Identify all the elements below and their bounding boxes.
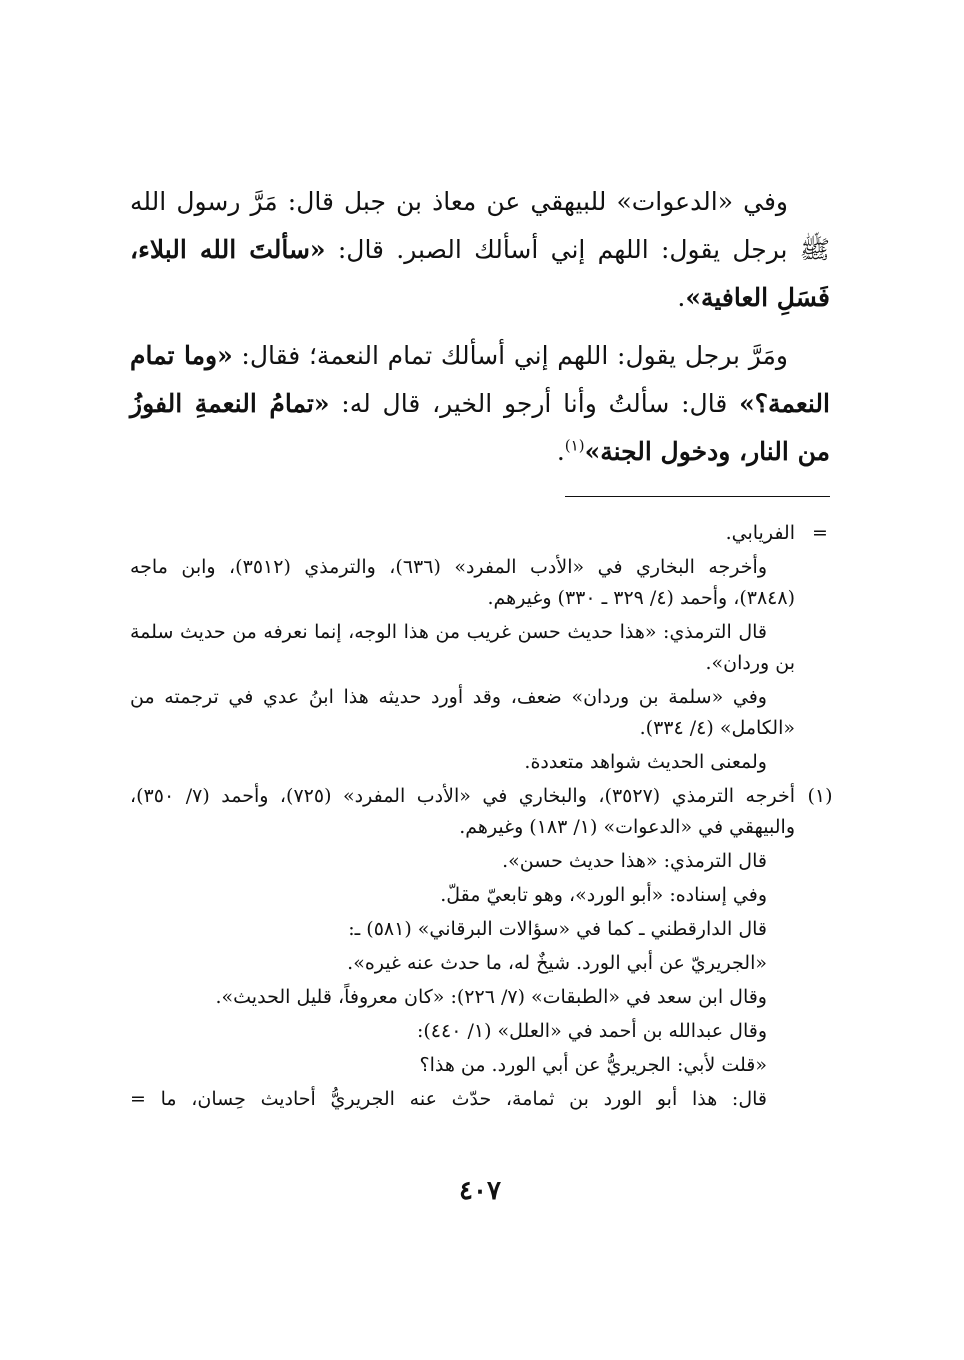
footnote-line: الفريابي. bbox=[725, 522, 795, 544]
footnote-separator bbox=[565, 496, 830, 497]
footnote-body bbox=[130, 518, 795, 781]
continuation-mark: = bbox=[812, 522, 828, 544]
footnote-paragraph: أخرجه الترمذي (٣٥٢٧)، والبخاري في «الأدب المفرد» (٧٢٥)، وأحمد (٧/ ٣٥٠)، والبيهقي في «الدعوات» (١/ ١٨٣) وغيرهم. bbox=[130, 785, 795, 838]
footnote-paragraph: «الجريريّ عن أبي الورد. شيخٌ له، ما حدث عنه غيره». bbox=[347, 952, 767, 974]
footnote-paragraph: وفي إسناده: «أبو الورد»، وهو تابعيّ مقلّ. bbox=[440, 884, 767, 906]
punctuation: . bbox=[556, 437, 565, 466]
footnote-paragraph: ولمعنى الحديث شواهد متعددة. bbox=[524, 751, 767, 773]
footnote-marker: (١) bbox=[564, 436, 585, 455]
footnote-paragraph: وقال ابن سعد في «الطبقات» (٧/ ٢٢٦): «كان معروفاً، قليل الحديث». bbox=[215, 986, 767, 1008]
footnote-body bbox=[130, 781, 795, 1118]
narration-text: ومَرَّ برجل يقول: اللهم إني أسألك تمام النعمة؛ فقال: bbox=[232, 341, 788, 370]
footnote-paragraph: وفي «سلمة بن وردان» ضعف، وقد أورد حديثه هذا ابنُ عدي في ترجمته من «الكامل» (٤/ ٣٣٤). bbox=[130, 686, 795, 739]
footnotes bbox=[130, 518, 845, 1118]
footnote-paragraph: «قلت لأبي: الجريريُّ عن أبي الورد. من هذا؟ bbox=[419, 1054, 767, 1076]
footnote-paragraph: قال الدارقطني ـ كما في «سؤالات البرقاني» (٥٨١) ـ: bbox=[348, 918, 767, 940]
footnote-paragraph: وأخرجه البخاري في «الأدب المفرد» (٦٣٦)، والترمذي (٣٥١٢)، وابن ماجه (٣٨٤٨)، وأحمد (٤/ ٣٢٩ ـ ٣٣٠) وغيرهم. bbox=[130, 556, 795, 609]
footnote-paragraph: وقال عبدالله بن أحمد في «العلل» (١/ ٤٤٠): bbox=[416, 1020, 767, 1042]
footnote-paragraph: قال: هذا أبو الورد بن ثمامة، حدّث عنه الجريريُّ أحاديث حِسان، ما = bbox=[130, 1088, 767, 1110]
main-text bbox=[130, 178, 830, 486]
hadith-quote: «تمامُ النعمةِ الفوزُ من النار، ودخول الجنة» bbox=[130, 389, 830, 466]
footnote-continuation bbox=[130, 518, 845, 781]
main-paragraph-1 bbox=[130, 178, 830, 322]
footnote-1 bbox=[130, 781, 845, 1118]
main-paragraph-2 bbox=[130, 332, 830, 476]
hadith-quote: «سألتَ الله البلاء، فَسَلِ العافية» bbox=[130, 235, 830, 312]
hadith-quote: «وما تمام النعمة؟» bbox=[130, 341, 830, 418]
footnote-paragraph: قال الترمذي: «هذا حديث حسن غريب من هذا الوجه، إنما نعرفه من حديث سلمة بن وردان». bbox=[130, 621, 795, 674]
narration-text: قال: سألتُ وأنا أرجو الخير، قال له: bbox=[329, 389, 740, 418]
narration-text: وفي «الدعوات» للبيهقي عن معاذ بن جبل قال: مَرَّ رسول الله ﷺ برجل يقول: اللهم إني أسألك الصبر. قال: bbox=[130, 187, 830, 264]
page-number: ٤٠٧ bbox=[459, 1176, 501, 1206]
punctuation: . bbox=[677, 283, 686, 312]
footnote-number: (١) bbox=[807, 785, 833, 807]
footnote-paragraph: قال الترمذي: «هذا حديث حسن». bbox=[502, 850, 767, 872]
